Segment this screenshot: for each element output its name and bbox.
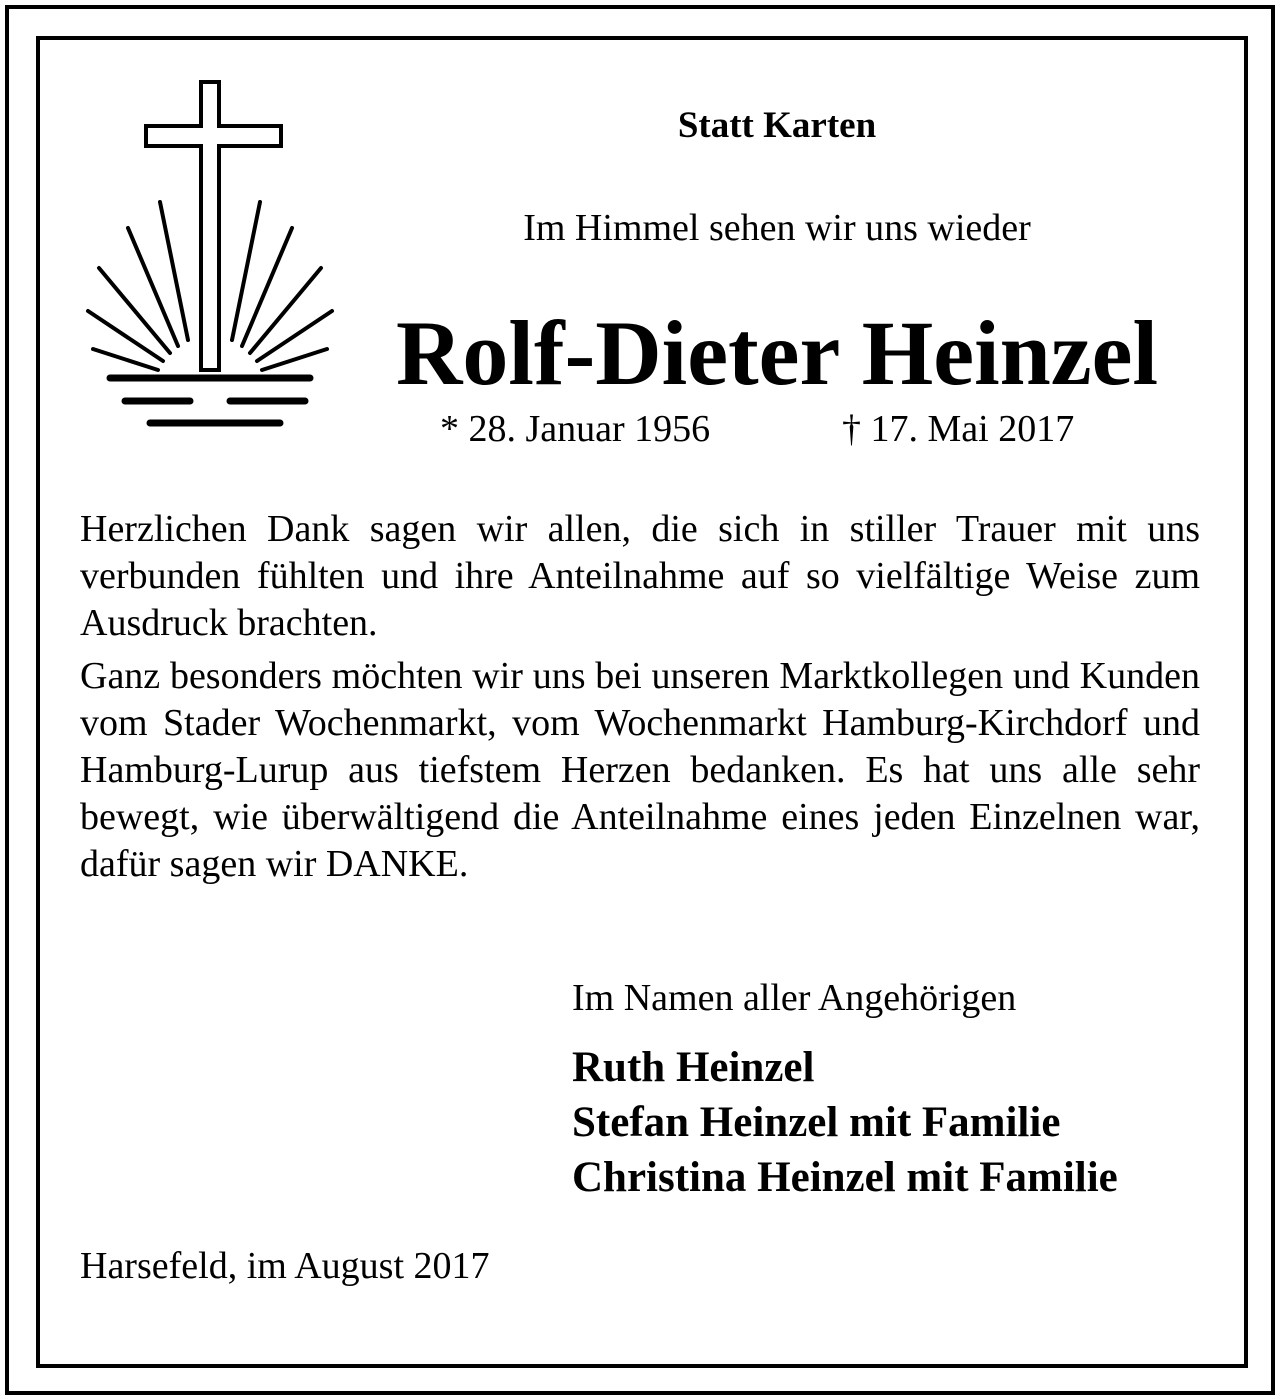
pretitle: Statt Karten	[677, 105, 877, 146]
signer: Ruth Heinzel	[572, 1044, 815, 1091]
cross-with-rising-sun-icon	[80, 78, 340, 433]
thank-you-text	[80, 506, 1200, 894]
signoff: Im Namen aller Angehörigen	[572, 977, 1017, 1019]
place-date: Harsefeld, im August 2017	[80, 1245, 490, 1287]
death-date: † 17. Mai 2017	[842, 408, 1075, 450]
birth-date: * 28. Januar 1956	[440, 408, 711, 450]
signer: Stefan Heinzel mit Familie	[572, 1099, 1061, 1146]
signers	[572, 1040, 1222, 1205]
deceased-name: Rolf-Dieter Heinzel	[395, 302, 1159, 404]
paragraph: Herzlichen Dank sagen wir allen, die sich in stiller Trauer mit uns verbunden fühlten und ihre Anteilnahme auf so vielfältige Weise zum Ausdruck brachten.	[80, 508, 1200, 644]
paragraph: Ganz besonders möchten wir uns bei unseren Marktkollegen und Kunden vom Stader Wochenmarkt, vom Wochenmarkt Hamburg-Kirchdorf und Hamburg-Lurup aus tiefstem Herzen bedanken. Es hat uns alle sehr bewegt, wie überwältigend die Anteilnahme eines jeden Einzelnen war, dafür sagen wir DANKE.	[80, 655, 1200, 885]
motto: Im Himmel sehen wir uns wieder	[523, 207, 1031, 249]
signer: Christina Heinzel mit Familie	[572, 1154, 1118, 1201]
